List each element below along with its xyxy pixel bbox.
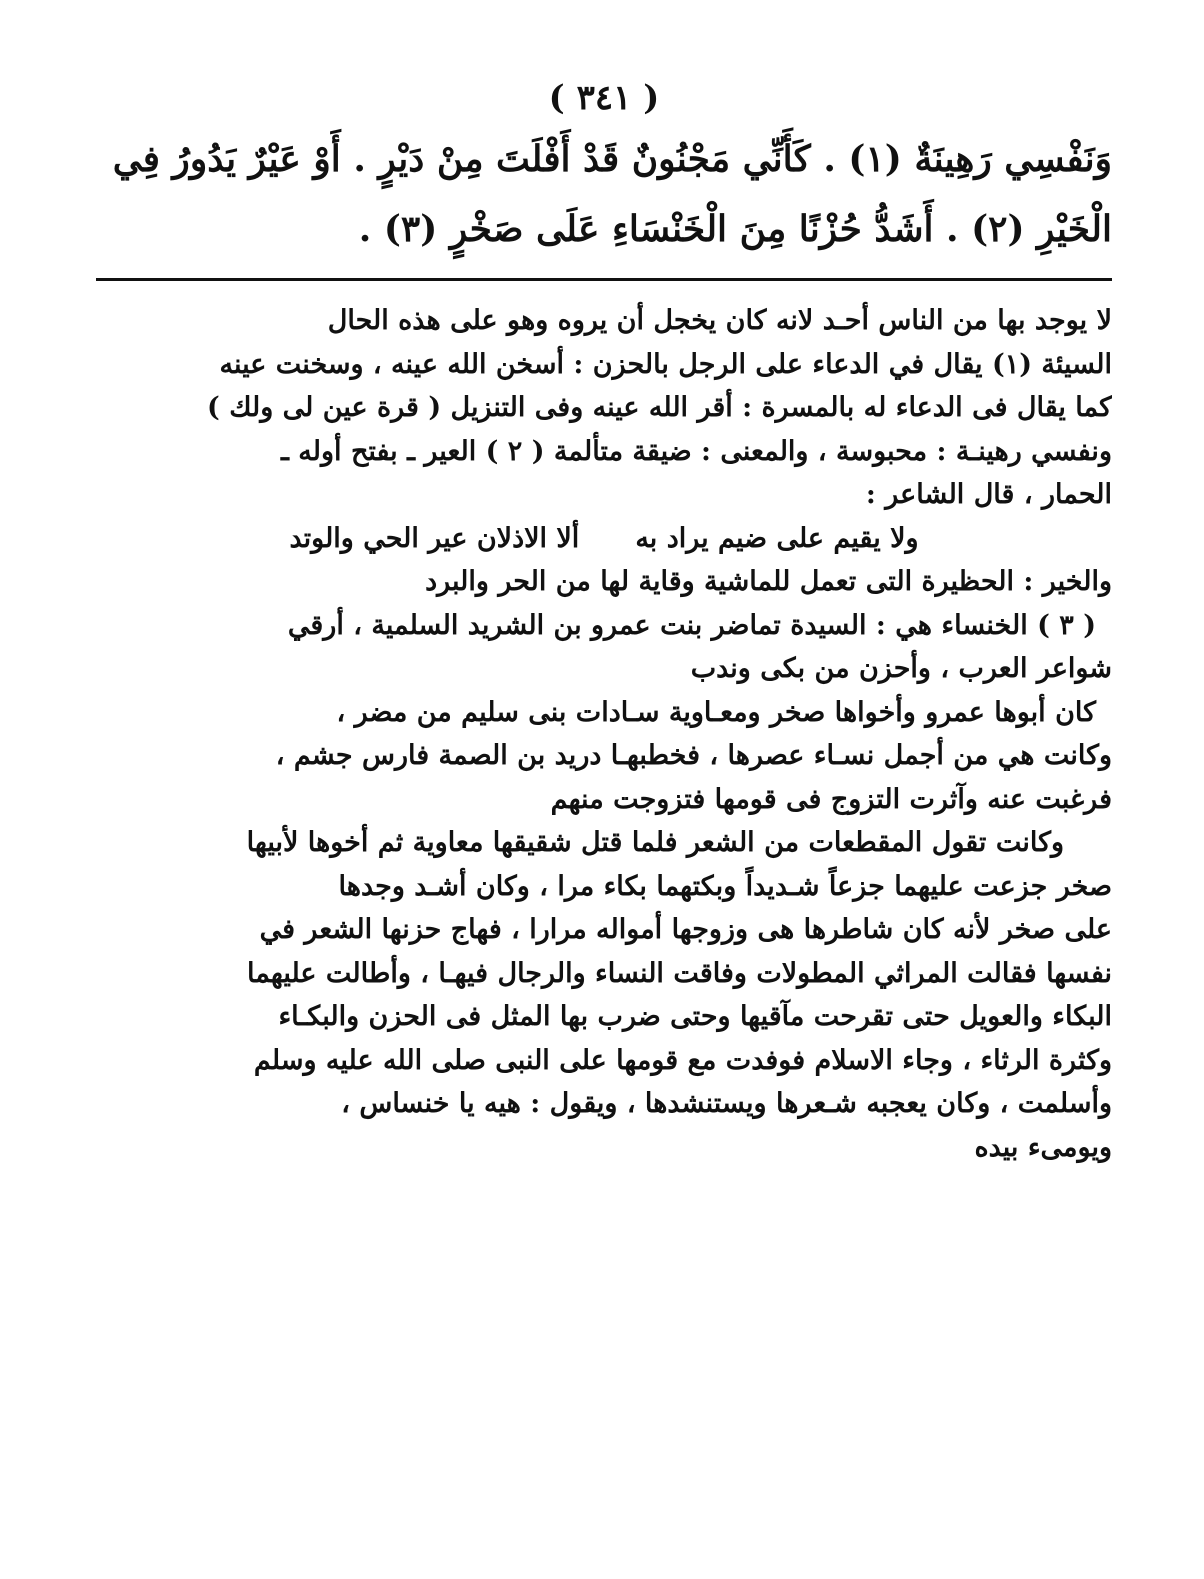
main-text bbox=[96, 124, 1112, 264]
poem-hemistich-2: ألا الاذلان عير الحي والوتد bbox=[289, 522, 580, 554]
footnote-line: السيئة (١) يقال في الدعاء على الرجل بالحزن : أسخن الله عينه ، وسخنت عينه bbox=[219, 348, 1112, 380]
footnote-line: والخير : الحظيرة التى تعمل للماشية وقاية لها من الحر والبرد bbox=[425, 566, 1112, 597]
footnote-line: البكاء والعويل حتى تقرحت مآقيها وحتى ضرب بها المثل فى الحزن والبكـاء bbox=[278, 1001, 1112, 1032]
verse-line-1: وَنَفْسِي رَهِينَةٌ (١) . كَأَنِّي مَجْنُونٌ قَدْ أَفْلَتَ مِنْ دَيْرٍ . أَوْ عَيْرٌ يَدُورُ فِي bbox=[112, 138, 1112, 180]
poem-verse bbox=[96, 517, 1112, 561]
footnote-line: وأسلمت ، وكان يعجبه شـعرها ويستنشدها ، ويقول : هيه يا خنساس ، bbox=[341, 1088, 1112, 1119]
footnote-line: صخر جزعت عليهما جزعاً شـديداً وبكتهما بكاء مرا ، وكان أشـد وجدها bbox=[338, 870, 1112, 902]
footnote-line: على صخر لأنه كان شاطرها هى وزوجها أمواله مرارا ، فهاج حزنها الشعر في bbox=[259, 914, 1112, 945]
footnote-line: كان أبوها عمرو وأخواها صخر ومعـاوية سـادات بنى سليم من مضر ، bbox=[336, 696, 1096, 728]
footnote-line: وكانت تقول المقطعات من الشعر فلما قتل شقيقها معاوية ثم أخوها لأبيها bbox=[246, 827, 1064, 858]
footnote-line: وكثرة الرثاء ، وجاء الاسلام فوفدت مع قومها على النبى صلى الله عليه وسلم bbox=[253, 1044, 1112, 1076]
footnote-line: نفسها فقالت المراثي المطولات وفاقت النساء والرجال فيهـا ، وأطالت عليهما bbox=[247, 957, 1112, 989]
footnote-line: لا يوجد بها من الناس أحـد لانه كان يخجل أن يروه وهو على هذه الحال bbox=[327, 305, 1112, 336]
verse-line-2: الْخَيْرِ (٢) . أَشَدُّ حُزْنًا مِنَ الْخَنْسَاءِ عَلَى صَخْرٍ (٣) . bbox=[358, 208, 1112, 250]
footnote-line: الحمار ، قال الشاعر : bbox=[865, 479, 1112, 510]
footnote-line: ونفسي رهينـة : محبوسة ، والمعنى : ضيقة متألمة ( ٢ ) العير ـ بفتح أوله ـ bbox=[281, 435, 1112, 467]
poem-hemistich-1: ولا يقيم على ضيم يراد به bbox=[635, 522, 919, 554]
footnote-line: فرغبت عنه وآثرت التزوج فى قومها فتزوجت منهم bbox=[550, 783, 1112, 815]
footnotes bbox=[96, 299, 1112, 1169]
footnote-line: ( ٣ ) الخنساء هي : السيدة تماضر بنت عمرو بن الشريد السلمية ، أرقي bbox=[287, 609, 1096, 641]
footnote-line: وكانت هي من أجمل نسـاء عصرها ، فخطبهـا دريد بن الصمة فارس جشم ، bbox=[275, 740, 1112, 771]
footnote-divider bbox=[96, 278, 1112, 281]
page-number: ( ٣٤١ ) bbox=[548, 78, 660, 118]
footnote-line: ويومىء بيده bbox=[974, 1131, 1112, 1163]
footnote-line: كما يقال فى الدعاء له بالمسرة : أقر الله عينه وفى التنزيل ( قرة عين لى ولك ) bbox=[207, 392, 1112, 423]
footnote-line: شواعر العرب ، وأحزن من بكى وندب bbox=[690, 653, 1112, 684]
